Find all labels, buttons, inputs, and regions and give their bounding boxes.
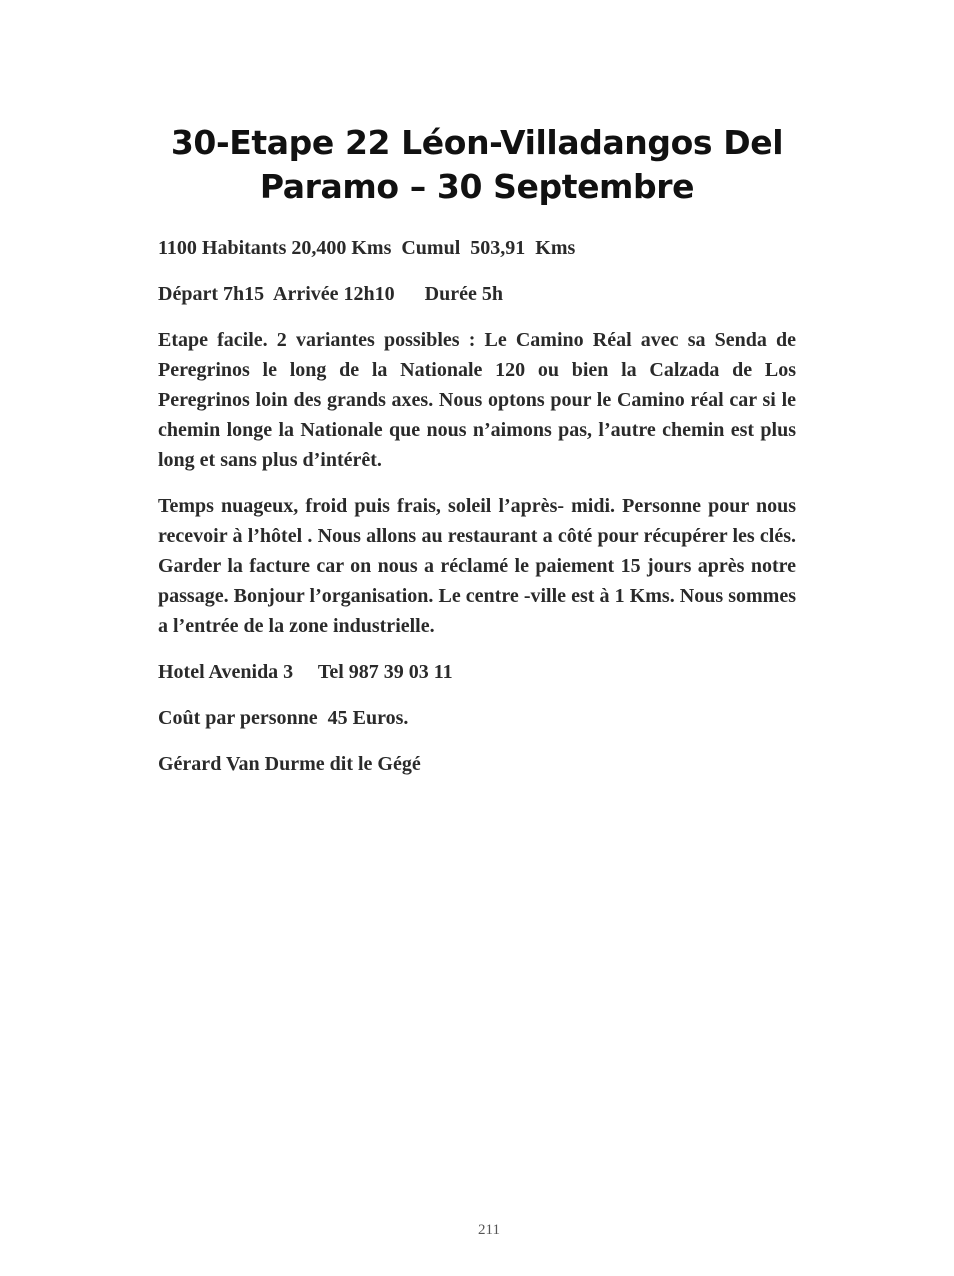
paragraph-route: Etape facile. 2 variantes possibles : Le Camino Réal avec sa Senda de Peregrinos le long de la Nationale 120 ou bien la Calzada de Los Peregrinos loin des grands axes. Nous optons pour le Camino réal car si le chemin longe la Nationale que nous n’aimons pas, l’autre chemin est plus long et sans plus d’intérêt. — [158, 329, 796, 471]
document-body — [158, 233, 796, 795]
stats-line: 1100 Habitants 20,400 Kms Cumul 503,91 Kms — [158, 237, 576, 259]
author-line: Gérard Van Durme dit le Gégé — [158, 753, 421, 775]
times-line: Départ 7h15 Arrivée 12h10 Durée 5h — [158, 283, 503, 305]
cost-line: Coût par personne 45 Euros. — [158, 707, 409, 729]
page-title: 30-Etape 22 Léon-Villadangos Del Paramo – 30 Septembre — [170, 123, 784, 206]
paragraph-weather: Temps nuageux, froid puis frais, soleil l’après- midi. Personne pour nous recevoir à l’hôtel . Nous allons au restaurant a côté pour récupérer les clés. Garder la facture car on nous a réclamé le paiement 15 jours après notre passage. Bonjour l’organisation. Le centre -ville est à 1 Kms. Nous sommes a l’entrée de la zone industrielle. — [158, 495, 796, 637]
page-number: 211 — [478, 1222, 500, 1238]
hotel-line: Hotel Avenida 3 Tel 987 39 03 11 — [158, 661, 453, 683]
